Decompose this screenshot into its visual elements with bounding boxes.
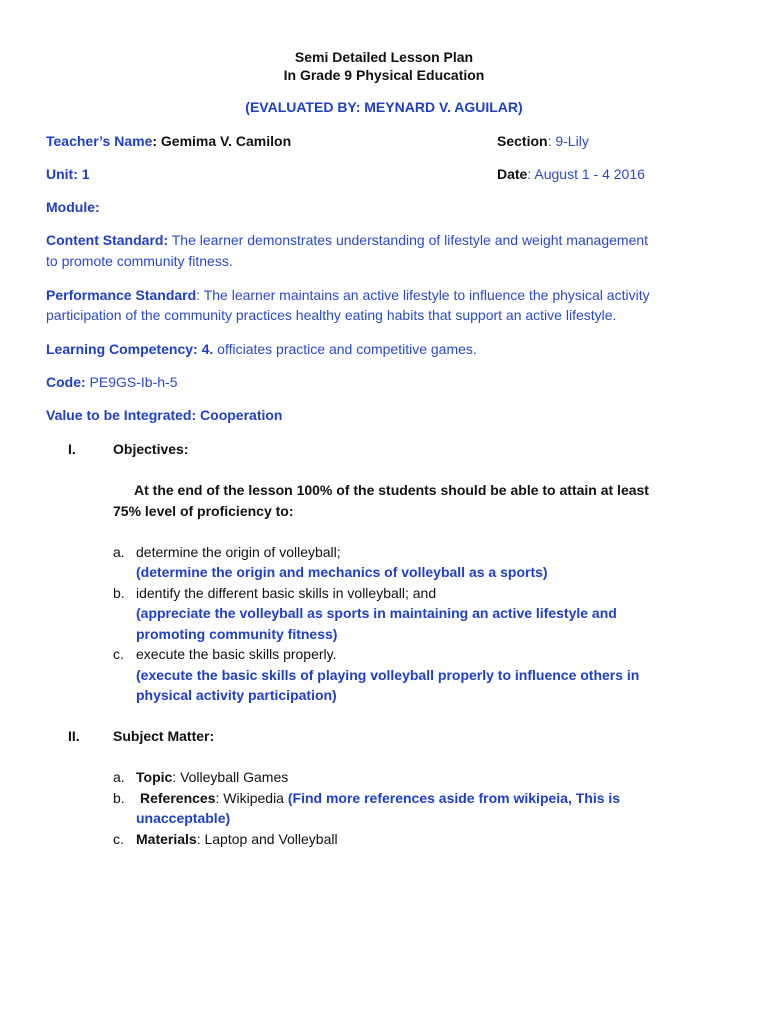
topic-label: Topic	[136, 769, 173, 785]
topic-value: : Volleyball Games	[172, 769, 289, 785]
unit-label: Unit: 1	[46, 166, 90, 182]
objective-a-text: determine the origin of volleyball;	[136, 544, 341, 560]
date-line	[497, 165, 645, 183]
performance-standard-label: Performance Standard	[46, 287, 197, 303]
teacher-name-line	[46, 132, 291, 150]
content-standard-text-1: The learner demonstrates understanding of lifestyle and weight management	[168, 232, 649, 248]
code-label: Code:	[46, 374, 86, 390]
references-note-2: unacceptable)	[136, 810, 231, 826]
module-label: Module:	[46, 199, 100, 215]
references-value: : Wikipedia	[215, 790, 284, 806]
objectives-numeral: I.	[68, 441, 76, 457]
references-label: References	[140, 790, 216, 806]
references-note-1: (Find more references aside from wikipeia, This is	[283, 790, 621, 806]
competency-line	[46, 340, 477, 358]
objective-a-note: (determine the origin and mechanics of volleyball as a sports)	[136, 564, 548, 580]
objectives-intro-1: At the end of the lesson 100% of the students should be able to attain at least	[134, 482, 649, 498]
objectives-intro-2: 75% level of proficiency to:	[113, 503, 294, 519]
teacher-name-colon: :	[152, 133, 158, 149]
topic-line	[136, 768, 288, 786]
objective-b-note-1: (appreciate the volleyball as sports in maintaining an active lifestyle and	[136, 605, 617, 621]
references-marker: b.	[113, 790, 125, 806]
section-value: : 9-Lily	[547, 133, 589, 149]
section-line	[497, 132, 589, 150]
objective-c-note-1: (execute the basic skills of playing volleyball properly to influence others in	[136, 667, 640, 683]
code-line	[46, 373, 178, 391]
competency-label: Learning Competency: 4.	[46, 341, 214, 357]
evaluated-by: (EVALUATED BY: MEYNARD V. AGUILAR)	[245, 99, 523, 115]
date-label: Date	[497, 166, 528, 182]
objective-b-text: identify the different basic skills in volleyball; and	[136, 585, 437, 601]
value-integrated: Value to be Integrated: Cooperation	[46, 407, 283, 423]
title-line-2: In Grade 9 Physical Education	[283, 67, 485, 83]
objectives-heading: Objectives:	[113, 441, 189, 457]
competency-text: officiates practice and competitive games.	[213, 341, 477, 357]
materials-label: Materials	[136, 831, 197, 847]
objective-c-text: execute the basic skills properly.	[136, 646, 337, 662]
topic-marker: a.	[113, 769, 125, 785]
materials-marker: c.	[113, 831, 124, 847]
materials-line	[136, 830, 338, 848]
objective-c-marker: c.	[113, 646, 124, 662]
performance-standard-text-1: : The learner maintains an active lifestyle to influence the physical activity	[196, 287, 650, 303]
performance-standard-text-2: participation of the community practices healthy eating habits that support an active lifestyle.	[46, 307, 617, 323]
teacher-name-label: Teacher’s Name	[46, 133, 153, 149]
title-line-1: Semi Detailed Lesson Plan	[294, 49, 474, 65]
content-standard-text-2: to promote community fitness.	[46, 253, 233, 269]
objective-c-note-2: physical activity participation)	[136, 687, 337, 703]
materials-value: : Laptop and Volleyball	[196, 831, 338, 847]
content-standard-label: Content Standard:	[46, 232, 169, 248]
subject-matter-heading: Subject Matter:	[113, 728, 215, 744]
code-value: PE9GS-Ib-h-5	[85, 374, 178, 390]
objective-a-marker: a.	[113, 544, 125, 560]
objective-b-marker: b.	[113, 585, 125, 601]
performance-standard-line-1	[46, 286, 650, 304]
date-value: : August 1 - 4 2016	[527, 166, 645, 182]
teacher-name-value: Gemima V. Camilon	[157, 133, 292, 149]
section-label: Section	[497, 133, 548, 149]
content-standard-line-1	[46, 231, 648, 249]
references-line	[140, 789, 620, 807]
subject-matter-numeral: II.	[68, 728, 80, 744]
objective-b-note-2: promoting community fitness)	[136, 626, 338, 642]
